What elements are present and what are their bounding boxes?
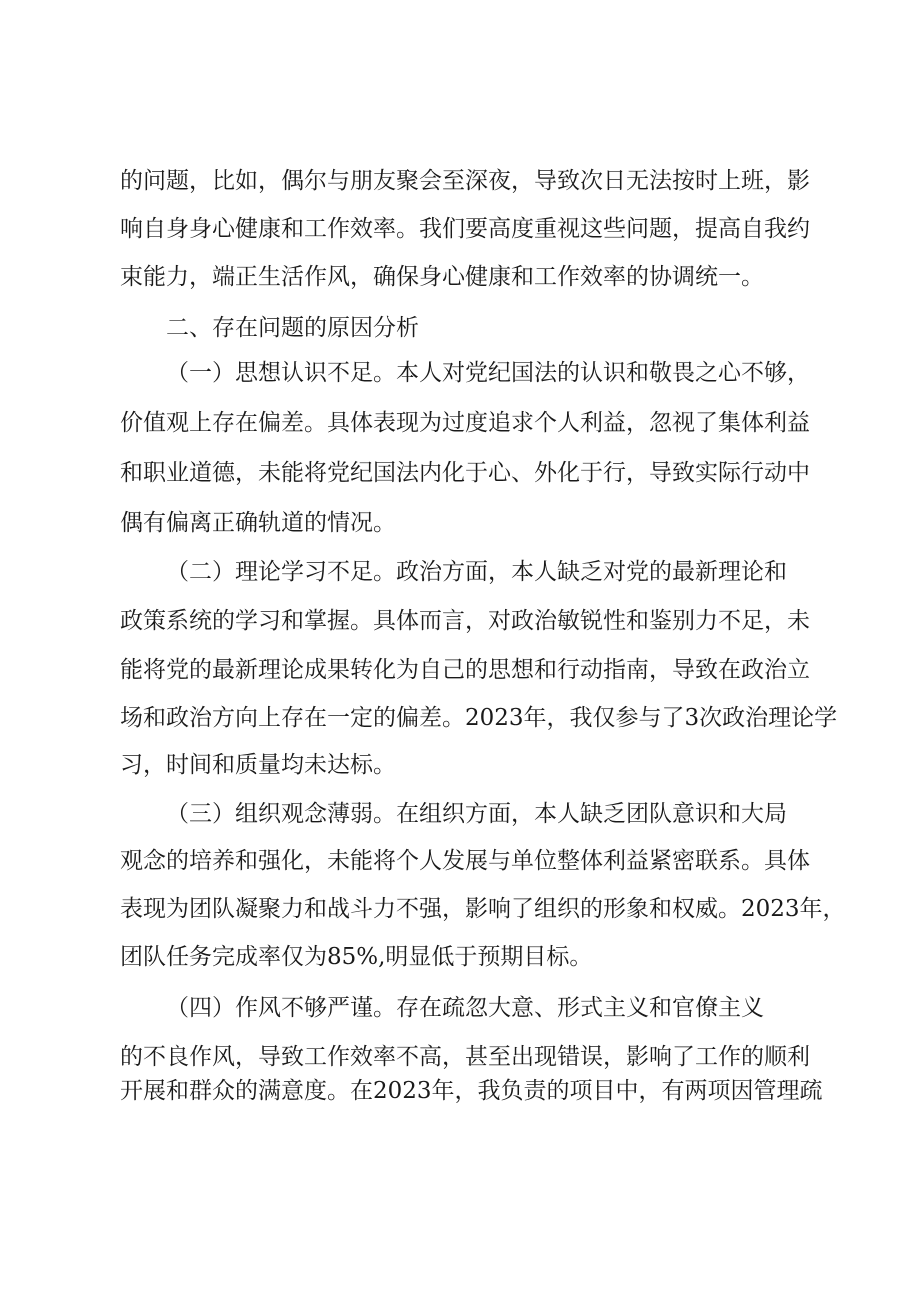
paragraph-2-line-5: 习，时间和质量均未达标。 [120,752,396,778]
paragraph-2-line-3: 能将党的最新理论成果转化为自己的思想和行动指南，导致在政治立 [120,657,810,683]
paragraph-4-line-1: （四）作风不够严谨。存在疏忽大意、形式主义和官僚主义 [166,995,764,1021]
section-heading: 二、存在问题的原因分析 [166,315,419,341]
paragraph-4-line-2: 的不良作风，导致工作效率不高，甚至出现错误，影响了工作的顺利 [120,1044,810,1070]
paragraph-1-line-3: 和职业道德，未能将党纪国法内化于心、外化于行，导致实际行动中 [120,460,810,486]
paragraph-2-line-2: 政策系统的学习和掌握。具体而言，对政治敏锐性和鉴别力不足，未 [120,608,810,634]
paragraph-2-line-1: （二）理论学习不足。政治方面，本人缺乏对党的最新理论和 [166,559,787,585]
paragraph-3-line-4: 团队任务完成率仅为85%,明显低于预期目标。 [120,944,593,970]
paragraph-4-line-3: 开展和群众的满意度。在2023年，我负责的项目中，有两项因管理疏 [120,1078,823,1104]
intro-line-3: 束能力，端正生活作风，确保身心健康和工作效率的协调统一。 [120,264,764,290]
paragraph-1-line-1: （一）思想认识不足。本人对党纪国法的认识和敬畏之心不够， [166,360,810,386]
paragraph-3-line-3: 表现为团队凝聚力和战斗力不强，影响了组织的形象和权威。2023年， [120,896,846,922]
paragraph-3-line-2: 观念的培养和强化，未能将个人发展与单位整体利益紧密联系。具体 [120,848,810,874]
intro-line-1: 的问题，比如，偶尔与朋友聚会至深夜，导致次日无法按时上班，影 [120,168,810,194]
intro-line-2: 响自身身心健康和工作效率。我们要高度重视这些问题，提高自我约 [120,216,810,242]
paragraph-2-line-4: 场和政治方向上存在一定的偏差。2023年，我仅参与了3次政治理论学 [120,705,838,731]
paragraph-1-line-4: 偶有偏离正确轨道的情况。 [120,510,396,536]
paragraph-3-line-1: （三）组织观念薄弱。在组织方面，本人缺乏团队意识和大局 [166,801,787,827]
paragraph-1-line-2: 价值观上存在偏差。具体表现为过度追求个人利益，忽视了集体利益 [120,410,810,436]
